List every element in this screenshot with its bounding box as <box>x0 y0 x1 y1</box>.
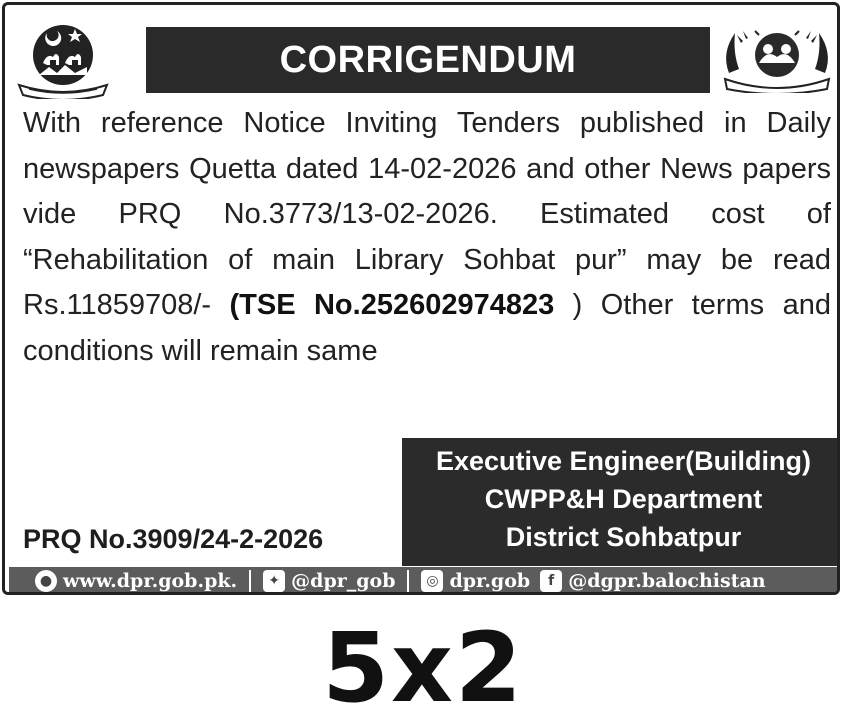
divider <box>407 570 409 592</box>
facebook-link[interactable] <box>540 570 765 592</box>
twitter-link[interactable] <box>263 570 395 592</box>
website-text: www.dpr.gob.pk. <box>63 570 238 592</box>
prq-number: PRQ No.3909/24-2-2026 <box>23 524 324 554</box>
globe-icon: ● <box>35 570 57 592</box>
tse-number: (TSE No.252602974823 <box>229 289 555 321</box>
ad-size-label: 5x2 <box>322 612 524 724</box>
signature-department: CWPP&H Department <box>484 484 763 514</box>
signature-district: District Sohbatpur <box>505 522 742 552</box>
social-bar <box>9 567 840 595</box>
divider <box>249 570 251 592</box>
corrigendum-title: CORRIGENDUM <box>146 27 710 93</box>
notice-body-closing: ) Other terms and conditions will remain same <box>23 289 831 367</box>
facebook-handle: @dgpr.balochistan <box>568 570 766 592</box>
signature-block <box>402 438 840 566</box>
notice-body-text: With reference Notice Inviting Tenders published in Daily newspapers Quetta dated 14-02-2026 and other News papers vide PRQ No.3773/13-02-2026. Estimated cost of “Rehabilitation of main Library Sohbat pur” may be read Rs.11859708/- <box>23 107 831 321</box>
website-link[interactable] <box>35 570 237 592</box>
signature-title: Executive Engineer(Building) <box>435 446 812 476</box>
twitter-handle: @dpr_gob <box>291 570 396 592</box>
instagram-icon: ◎ <box>421 570 443 592</box>
balochistan-emblem-logo <box>17 19 109 99</box>
instagram-handle: dpr.gob <box>449 570 531 592</box>
notice-frame <box>2 2 840 595</box>
facebook-icon: f <box>540 570 562 592</box>
instagram-link[interactable] <box>421 570 530 592</box>
twitter-icon: ✦ <box>263 570 285 592</box>
dgpr-balochistan-logo <box>719 23 835 93</box>
notice-body <box>23 101 831 374</box>
